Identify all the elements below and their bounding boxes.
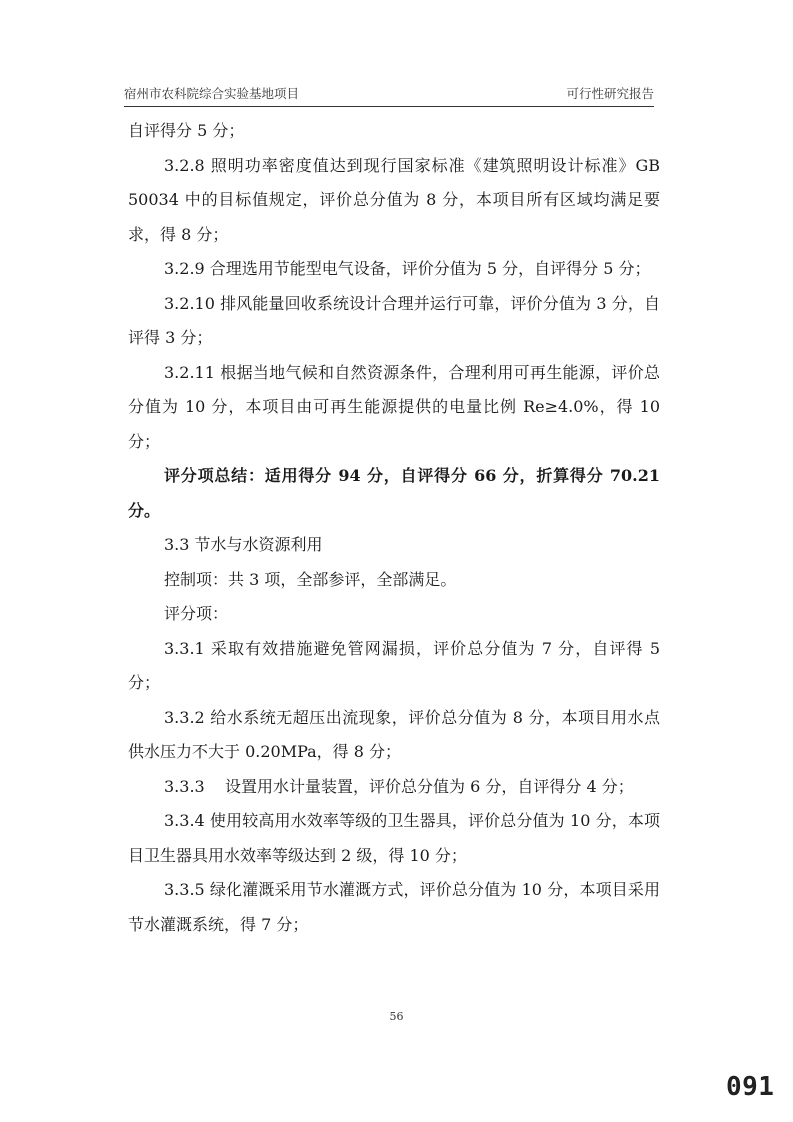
header-report-type: 可行性研究报告 (566, 86, 654, 101)
score-summary: 评分项总结：适用得分 94 分，自评得分 66 分，折算得分 70.21 分。 (128, 466, 660, 520)
scoring-items-label: 评分项： (164, 604, 229, 623)
paragraph-3-2-11: 3.2.11 根据当地气候和自然资源条件，合理利用可再生能源，评价总分值为 10 分，本项目由可再生能源提供的电量比例 Re≥4.0%，得 10 分； (128, 362, 660, 451)
paragraph-3-3-1: 3.3.1 采取有效措施避免管网漏损，评价总分值为 7 分，自评得 5 分； (128, 638, 660, 692)
paragraph-3-2-9: 3.2.9 合理选用节能型电气设备，评价分值为 5 分，自评得分 5 分； (164, 259, 651, 278)
header-project-title: 宿州市农科院综合实验基地项目 (124, 86, 300, 101)
page-header (124, 76, 654, 107)
paragraph-3-3-5: 3.3.5 绿化灌溉采用节水灌溉方式，评价总分值为 10 分，本项目采用节水灌溉系统，得 7 分； (128, 880, 660, 934)
stamped-sheet-number: 091 (726, 1072, 775, 1102)
paragraph-3-3-4: 3.3.4 使用较高用水效率等级的卫生器具，评价总分值为 10 分，本项目卫生器具用水效率等级达到 2 级，得 10 分； (128, 811, 660, 865)
paragraph-3-2-8: 3.2.8 照明功率密度值达到现行国家标准《建筑照明设计标准》GB 50034 中的目标值规定，评价总分值为 8 分，本项目所有区域均满足要求，得 8 分； (128, 155, 660, 244)
paragraph-3-3-2: 3.3.2 给水系统无超压出流现象，评价总分值为 8 分，本项目用水点供水压力不大于 0.20MPa，得 8 分； (128, 707, 660, 761)
paragraph-continuation: 自评得分 5 分； (128, 121, 245, 140)
page-body (128, 114, 660, 942)
paragraph-3-3-3: 3.3.3 设置用水计量装置，评价总分值为 6 分，自评得分 4 分； (164, 776, 634, 796)
paragraph-3-2-10: 3.2.10 排风能量回收系统设计合理并运行可靠，评价分值为 3 分，自评得 3 分； (128, 293, 660, 347)
control-items-line: 控制项：共 3 项，全部参评，全部满足。 (164, 569, 457, 589)
section-heading-3-3: 3.3 节水与水资源利用 (164, 535, 323, 554)
page-number: 56 (389, 1010, 404, 1023)
